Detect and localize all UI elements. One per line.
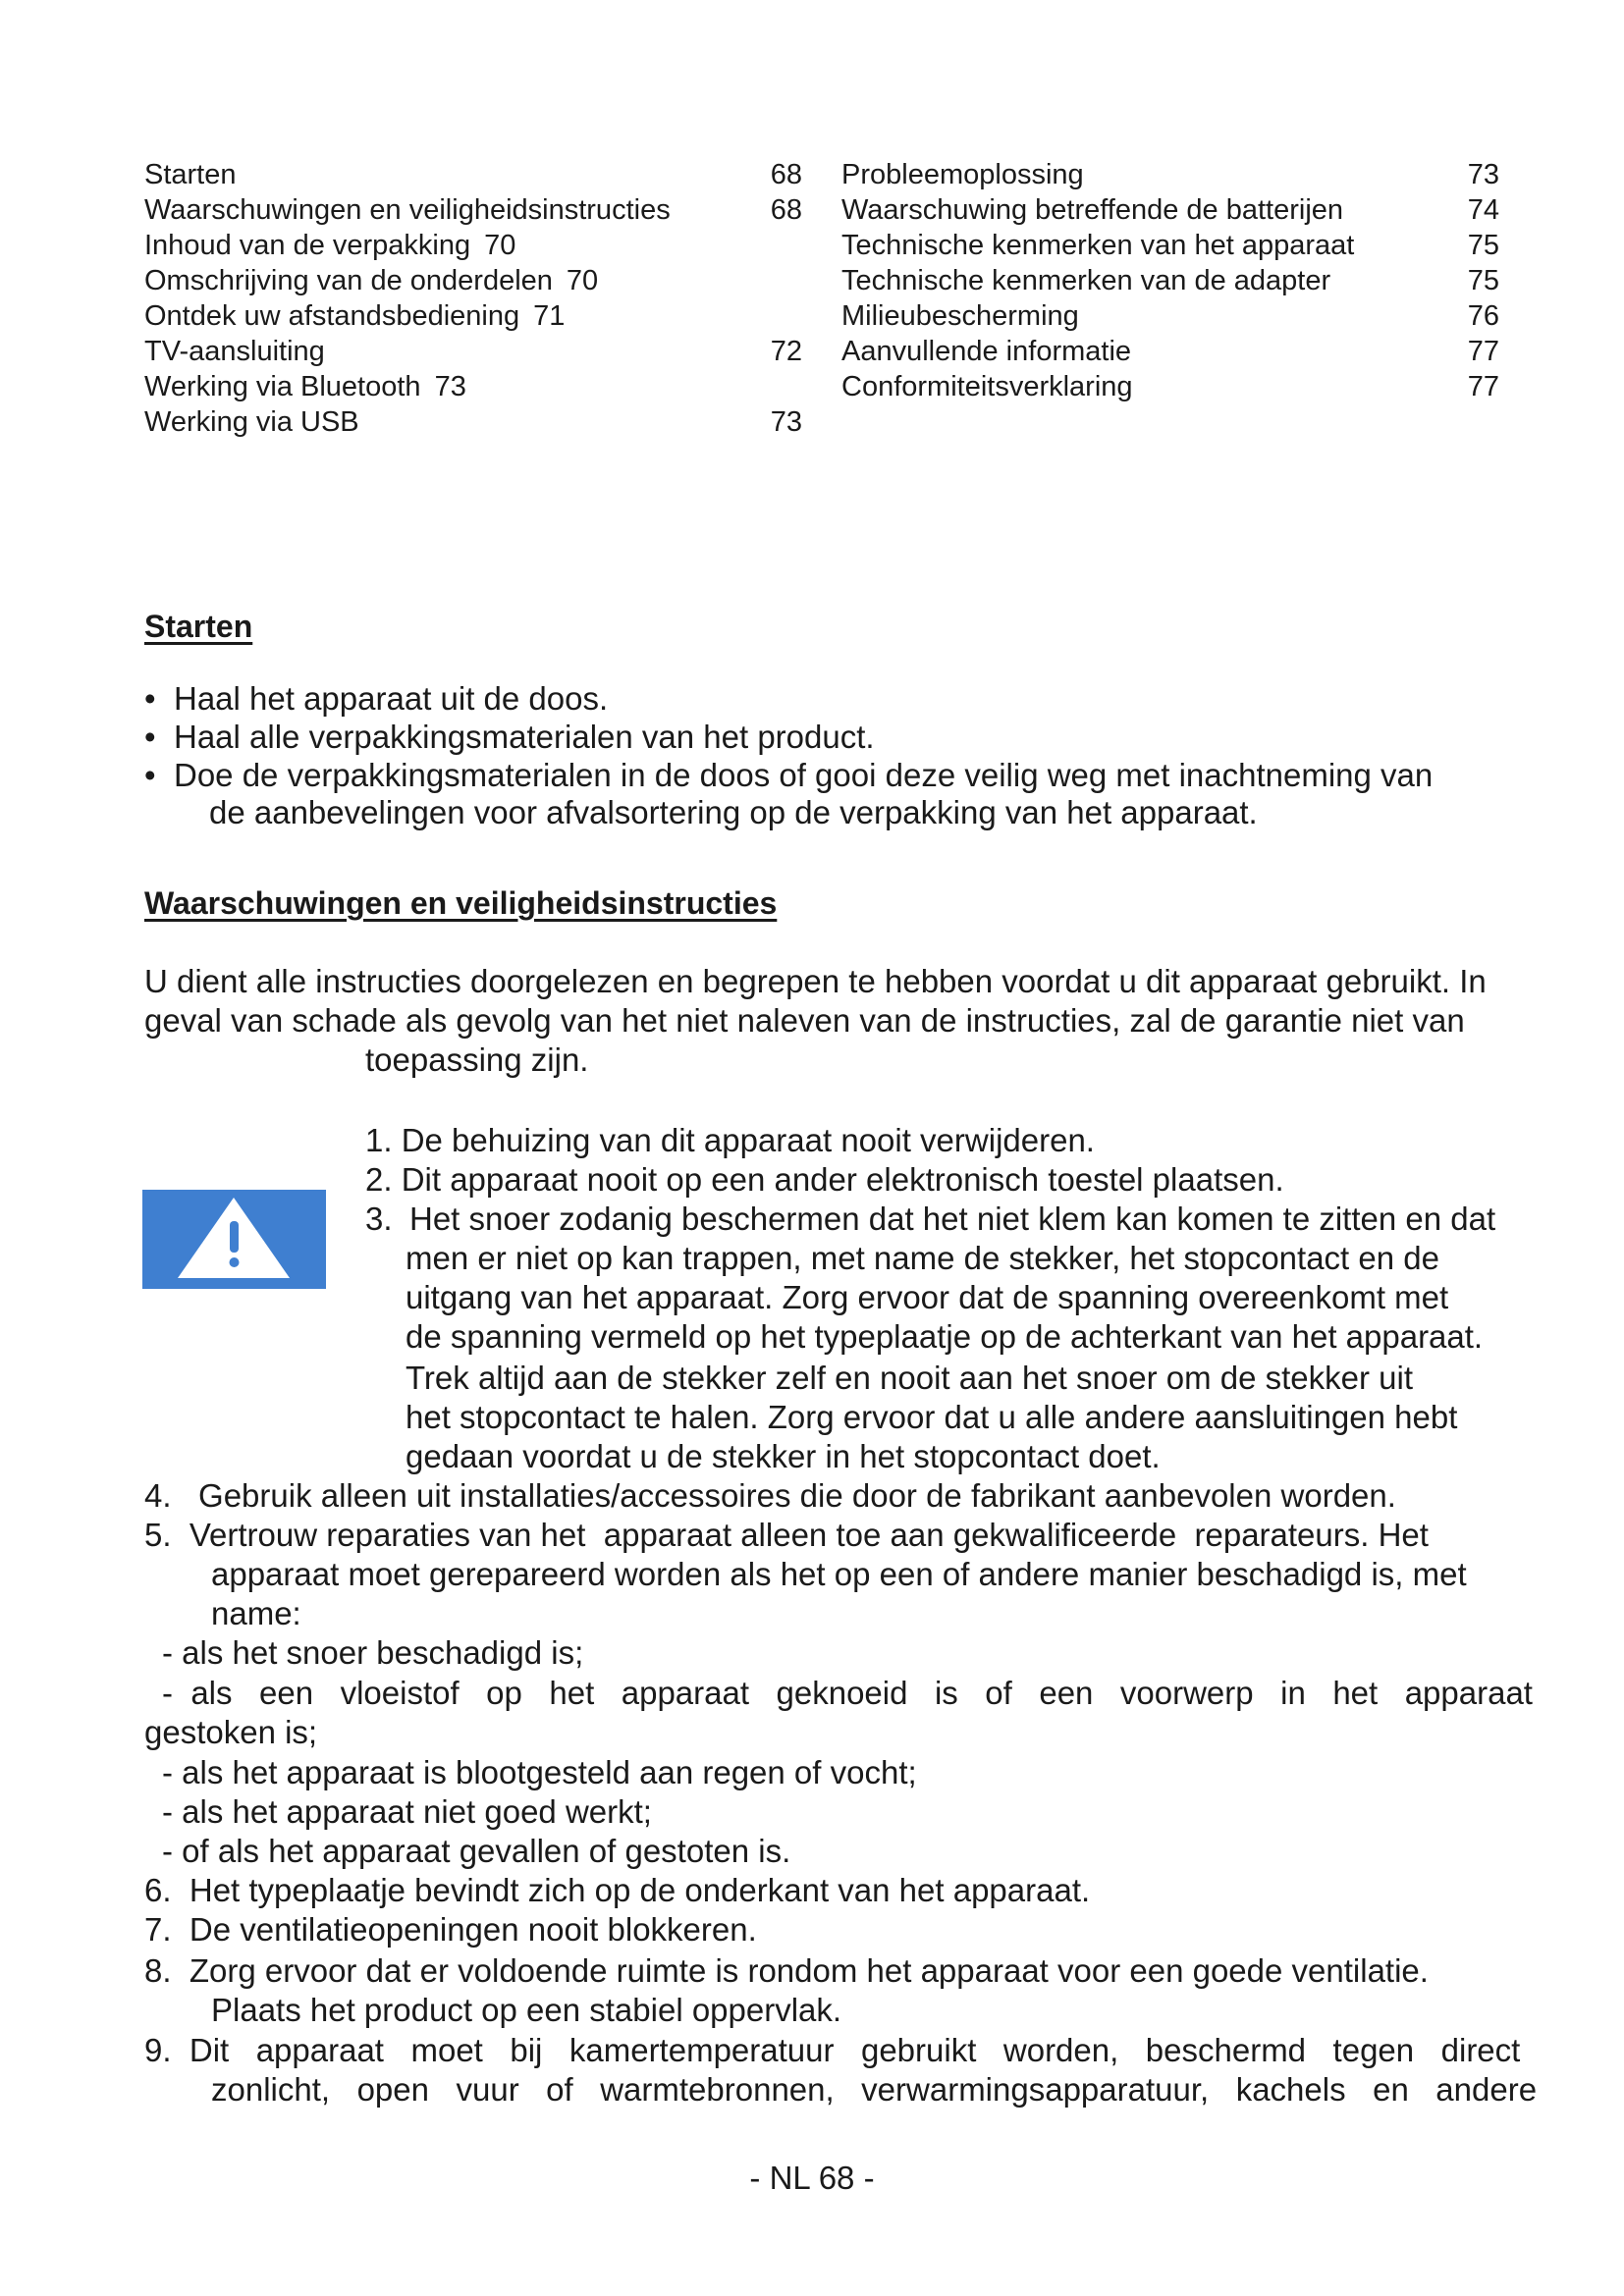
safety-item-9: 9. Dit apparaat moet bij kamertemperatuur gebruikt worden, beschermd tegen direct <box>144 2032 1521 2068</box>
toc-entry[interactable] <box>841 369 1499 404</box>
toc-entry-title: Technische kenmerken van de adapter <box>841 265 1331 296</box>
safety-subitem: - als het apparaat niet goed werkt; <box>162 1793 652 1830</box>
safety-item-8: 8. Zorg ervoor dat er voldoende ruimte is rondom het apparaat voor een goede ventilatie. <box>144 1952 1429 1989</box>
safety-item-5: 5. Vertrouw reparaties van het apparaat alleen toe aan gekwalificeerde reparateurs. Het <box>144 1517 1429 1553</box>
toc-entry[interactable] <box>144 228 802 263</box>
toc-entry-page: 68 <box>770 194 802 226</box>
toc-entry-page: 74 <box>1467 194 1499 226</box>
safety-item-4: 4. Gebruik alleen uit installaties/accessoires die door de fabrikant aanbevolen worden. <box>144 1477 1396 1514</box>
list-item <box>144 680 1509 718</box>
toc-entry[interactable] <box>841 263 1499 298</box>
toc-entry-title: Waarschuwing betreffende de batterijen <box>841 194 1344 226</box>
toc-entry[interactable] <box>144 192 802 228</box>
safety-item-5-line: name: <box>211 1595 301 1631</box>
toc-right-column <box>841 157 1499 404</box>
toc-entry-page: 68 <box>770 159 802 190</box>
warning-icon <box>142 1190 326 1289</box>
toc-entry-page: 70 <box>566 265 599 296</box>
toc-entry-title: Werking via USB <box>144 406 359 438</box>
toc-entry-title: Probleemoplossing <box>841 159 1084 190</box>
safety-subitem-continued: gestoken is; <box>144 1714 318 1750</box>
toc-entry[interactable] <box>144 369 802 404</box>
toc-entry-page: 76 <box>1467 300 1499 332</box>
safety-item-3-line: het stopcontact te halen. Zorg ervoor dat u alle andere aansluitingen hebt <box>406 1399 1458 1435</box>
safety-subitem: - als een vloeistof op het apparaat geknoeid is of een voorwerp in het apparaat <box>162 1675 1533 1711</box>
safety-item-9-line: zonlicht, open vuur of warmtebronnen, verwarmingsapparatuur, kachels en andere <box>211 2071 1538 2108</box>
intro-line: toepassing zijn. <box>365 1041 589 1078</box>
toc-entry-title: Ontdek uw afstandsbediening <box>144 300 520 332</box>
toc-entry-title: Technische kenmerken van het apparaat <box>841 230 1355 261</box>
safety-item-2: 2. Dit apparaat nooit op een ander elektronisch toestel plaatsen. <box>365 1161 1284 1198</box>
safety-item-3-line: Het snoer zodanig beschermen dat het niet klem kan komen te zitten en dat <box>409 1201 1496 1237</box>
safety-item-3-line: de spanning vermeld op het typeplaatje op de achterkant van het apparaat. <box>406 1318 1484 1355</box>
toc-entry-page: 77 <box>1467 371 1499 402</box>
safety-item-7: 7. De ventilatieopeningen nooit blokkeren. <box>144 1911 757 1948</box>
safety-item-3-line: men er niet op kan trappen, met name de stekker, het stopcontact en de <box>406 1240 1439 1276</box>
toc-entry-page: 72 <box>770 336 802 367</box>
toc-entry-title: Starten <box>144 159 237 190</box>
toc-entry[interactable] <box>841 298 1499 334</box>
toc-entry-title: Inhoud van de verpakking <box>144 230 471 261</box>
safety-item-6: 6. Het typeplaatje bevindt zich op de onderkant van het apparaat. <box>144 1872 1091 1908</box>
safety-subitem: - als het apparaat is blootgesteld aan regen of vocht; <box>162 1754 917 1790</box>
toc-entry-page: 73 <box>770 406 802 438</box>
toc-entry-page: 73 <box>434 371 466 402</box>
list-item <box>144 719 1509 756</box>
toc-entry-title: Milieubescherming <box>841 300 1079 332</box>
toc-entry[interactable] <box>144 404 802 440</box>
bullet-text: Doe de verpakkingsmaterialen in de doos of gooi deze veilig weg met inachtneming van <box>174 757 1434 793</box>
bullet-text: Haal het apparaat uit de doos. <box>174 680 609 717</box>
bullet-icon: • <box>144 680 156 717</box>
safety-subitem: - of als het apparaat gevallen of gestoten is. <box>162 1833 791 1869</box>
section-heading-starten: Starten <box>144 609 253 644</box>
toc-entry-title: Waarschuwingen en veiligheidsinstructies <box>144 194 671 226</box>
toc-entry-title: Omschrijving van de onderdelen <box>144 265 553 296</box>
toc-entry[interactable] <box>841 192 1499 228</box>
toc-entry[interactable] <box>144 298 802 334</box>
intro-line: geval van schade als gevolg van het niet naleven van de instructies, zal de garantie niet van <box>144 1002 1465 1039</box>
toc-entry-page: 77 <box>1467 336 1499 367</box>
safety-item-3-line: Trek altijd aan de stekker zelf en nooit aan het snoer om de stekker uit <box>406 1360 1413 1396</box>
toc-left-column <box>144 157 802 440</box>
toc-entry-page: 71 <box>533 300 566 332</box>
toc-entry-page: 75 <box>1467 265 1499 296</box>
safety-subitem: - als het snoer beschadigd is; <box>162 1634 584 1671</box>
toc-entry-page: 70 <box>484 230 516 261</box>
safety-item-1: 1. De behuizing van dit apparaat nooit verwijderen. <box>365 1122 1095 1158</box>
toc-entry[interactable] <box>144 263 802 298</box>
toc-entry-page: 75 <box>1467 230 1499 261</box>
safety-item-8-line: Plaats het product op een stabiel oppervlak. <box>211 1992 842 2028</box>
page-number: - NL 68 - <box>749 2160 875 2196</box>
toc-entry[interactable] <box>841 228 1499 263</box>
toc-entry[interactable] <box>841 157 1499 192</box>
bullet-text: Haal alle verpakkingsmaterialen van het product. <box>174 719 875 755</box>
list-item <box>144 757 1509 831</box>
toc-entry-title: Aanvullende informatie <box>841 336 1132 367</box>
toc-entry-title: Werking via Bluetooth <box>144 371 421 402</box>
safety-item-3-number: 3. <box>365 1201 393 1237</box>
section-heading-warnings: Waarschuwingen en veiligheidsinstructies <box>144 885 778 921</box>
safety-item-3-line: uitgang van het apparaat. Zorg ervoor dat de spanning overeenkomt met <box>406 1279 1449 1315</box>
safety-item-3-line: gedaan voordat u de stekker in het stopcontact doet. <box>406 1438 1161 1474</box>
safety-item-5-line: apparaat moet gerepareerd worden als het op een of andere manier beschadigd is, met <box>211 1556 1467 1592</box>
toc-entry-title: Conformiteitsverklaring <box>841 371 1133 402</box>
toc-entry[interactable] <box>144 157 802 192</box>
bullet-text-continued: de aanbevelingen voor afvalsortering op de verpakking van het apparaat. <box>209 794 1258 830</box>
toc-entry-title: TV-aansluiting <box>144 336 325 367</box>
toc-entry[interactable] <box>144 334 802 369</box>
toc-entry[interactable] <box>841 334 1499 369</box>
starten-bullet-list <box>144 680 1509 832</box>
toc-entry-page: 73 <box>1467 159 1499 190</box>
bullet-icon: • <box>144 719 156 755</box>
bullet-icon: • <box>144 757 156 793</box>
intro-line: U dient alle instructies doorgelezen en begrepen te hebben voordat u dit apparaat gebruikt. In <box>144 963 1487 999</box>
